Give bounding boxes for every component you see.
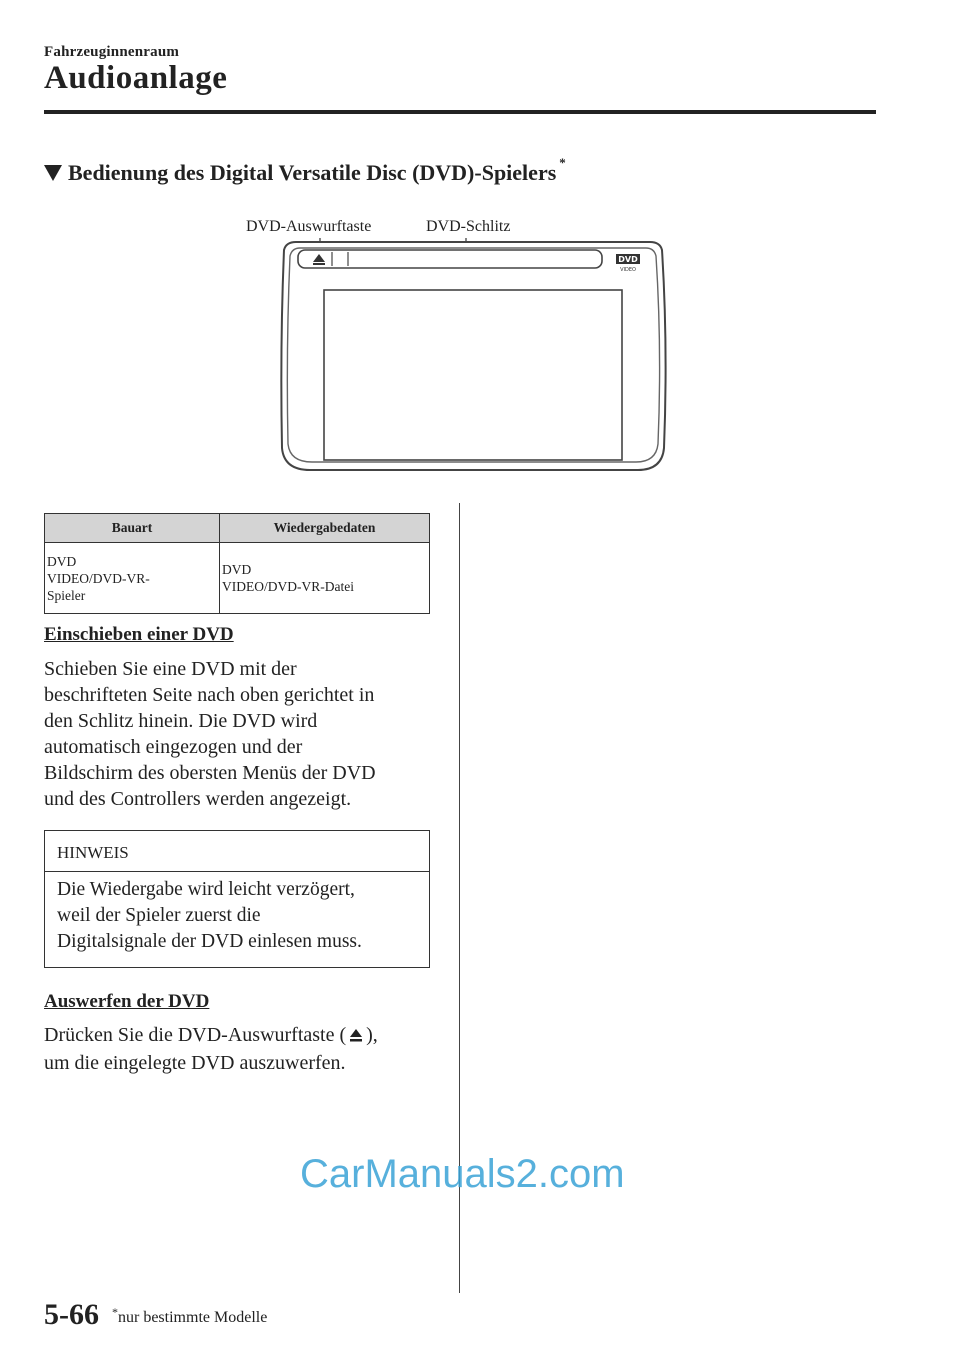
asterisk-mark: * (559, 155, 566, 170)
table-header-data: Wiedergabedaten (220, 514, 430, 543)
triangle-bullet-icon (44, 165, 62, 181)
spec-table (44, 513, 430, 614)
section-heading-text: Bedienung des Digital Versatile Disc (DVD)-Spielers (68, 160, 557, 185)
eject-subheading: Auswerfen der DVD (44, 991, 210, 1012)
callout-eject-label: DVD-Auswurftaste (246, 218, 372, 235)
dvd-logo-text: DVD (618, 255, 638, 264)
footer-note: *nur bestimmte Modelle (112, 1305, 268, 1326)
display-screen (324, 290, 622, 460)
section-heading (44, 155, 566, 186)
table-cell-data: DVD VIDEO/DVD-VR-Datei (220, 543, 430, 614)
insert-subheading: Einschieben einer DVD (44, 624, 234, 645)
eject-paragraph: Drücken Sie die DVD-Auswurftaste ( ), um die eingelegte DVD auszuwerfen. (44, 1024, 378, 1074)
dvd-player-illustration (270, 236, 680, 476)
section-label: Fahrzeuginnenraum (44, 44, 180, 60)
header-rule (44, 110, 876, 114)
dvd-logo-subtext: VIDEO (620, 267, 636, 273)
table-cell-type: DVD VIDEO/DVD-VR- Spieler (45, 543, 220, 614)
table-row (45, 543, 430, 614)
dvd-slot (298, 250, 602, 268)
page-title: Audioanlage (44, 60, 228, 96)
watermark-logo: CarManuals2.com (300, 1152, 625, 1196)
insert-paragraph: Schieben Sie eine DVD mit der beschrifteten Seite nach oben gerichtet in den Schlitz hinein. Die DVD wird automatisch eingezogen und der Bildschirm des obersten Menüs der DVD und des Controllers werden angezeigt. (44, 658, 376, 810)
note-box (44, 830, 430, 968)
callout-slot-label: DVD-Schlitz (426, 218, 511, 235)
page-number: 5-66 (44, 1298, 99, 1331)
eject-symbol-icon (348, 1024, 364, 1050)
table-header-type: Bauart (45, 514, 220, 543)
note-label: HINWEIS (57, 843, 129, 862)
note-text: Die Wiedergabe wird leicht verzögert, weil der Spieler zuerst die Digitalsignale der DVD einlesen muss. (57, 879, 362, 952)
